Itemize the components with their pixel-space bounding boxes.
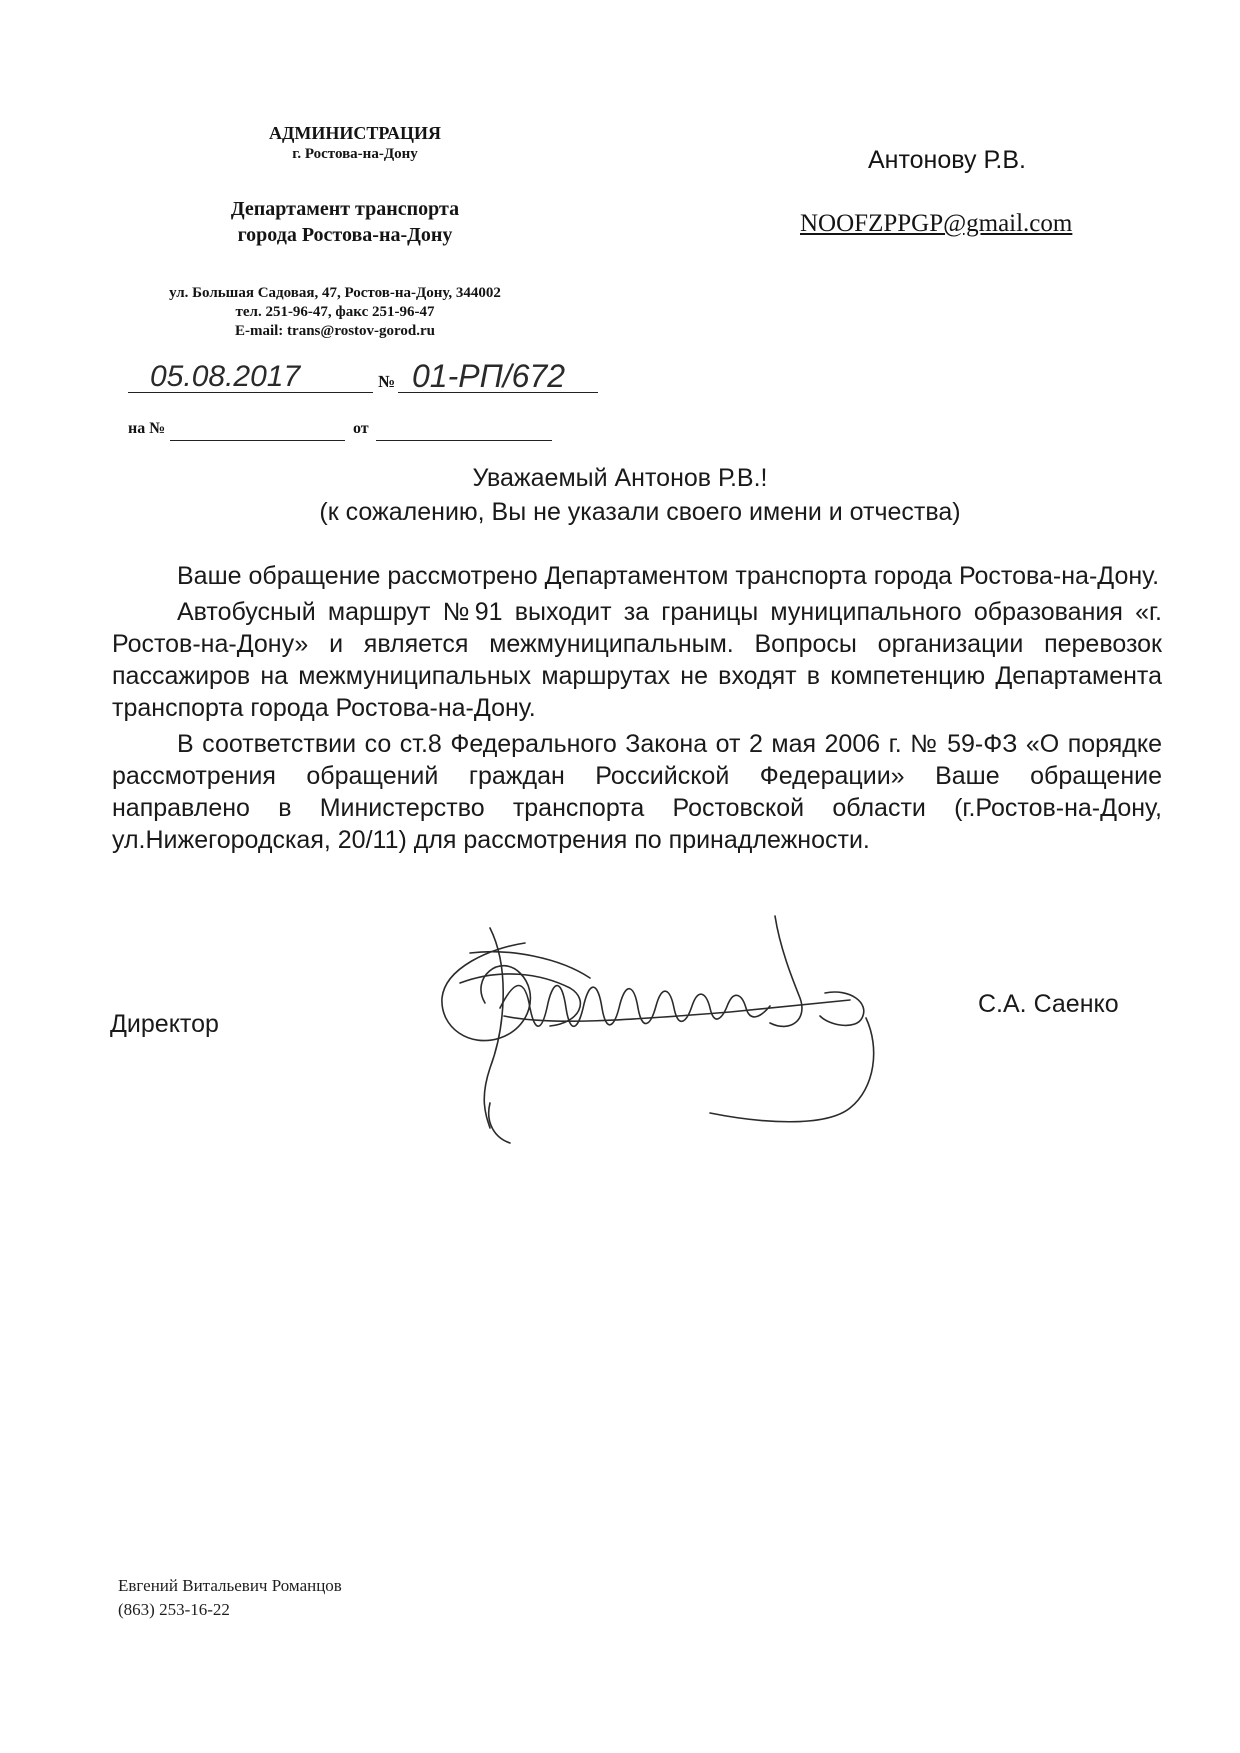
- body-paragraph: Ваше обращение рассмотрено Департаментом транспорта города Ростова-на-Дону.: [177, 562, 1160, 590]
- signatory-name: С.А. Саенко: [978, 990, 1119, 1018]
- signatory-title: Директор: [110, 1010, 219, 1038]
- greeting-note: (к сожалению, Вы не указали своего имени и отчества): [319, 498, 961, 526]
- dept-phones: тел. 251-96-47, факс 251-96-47: [235, 304, 435, 320]
- letter-body: [112, 560, 1162, 860]
- dept-line1: Департамент транспорта: [230, 198, 460, 220]
- dept-line2: города Ростова-на-Дону: [237, 224, 453, 246]
- org-city: г. Ростова-на-Дону: [292, 146, 418, 162]
- recipient-email: NOOFZPPGP@gmail.com: [800, 210, 1073, 237]
- department-contacts: [110, 284, 560, 341]
- recipient-name: Антонову Р.В.: [868, 146, 1026, 174]
- registration-number: 01-РП/672: [412, 358, 566, 394]
- registration-date: 05.08.2017: [150, 360, 301, 393]
- ref-underline: [170, 440, 345, 441]
- department-name: [150, 196, 540, 248]
- registration-line: [128, 358, 628, 396]
- executor-phone: (863) 253-16-22: [118, 1600, 230, 1619]
- body-paragraph: Автобусный маршрут №91 выходит за границы муниципального образования «г. Ростов-на-Дону» и является межмуниципальным. Вопросы организации перевозок пассажиров на межмуниципальных маршрутах не входят в компетенцию Департамента транспорта города Ростова-на-Дону.: [112, 598, 1162, 722]
- number-label: №: [378, 372, 396, 391]
- dept-address: ул. Большая Садовая, 47, Ростов-на-Дону, 344002: [169, 285, 501, 301]
- ref-label: на №: [128, 420, 166, 437]
- reference-line: [128, 418, 568, 446]
- greeting-line: Уважаемый Антонов Р.В.!: [472, 464, 768, 492]
- letterhead: [190, 122, 520, 164]
- from-underline: [376, 440, 552, 441]
- executor-name: Евгений Витальевич Романцов: [118, 1576, 342, 1595]
- handwritten-signature: [430, 908, 990, 1168]
- body-paragraph: В соответствии со ст.8 Федерального Закона от 2 мая 2006 г. № 59-ФЗ «О порядке рассмотрения обращений граждан Российской Федерации» Ваше обращение направлено в Министерство транспорта Ростовской области (г.Ростов-на-Дону, ул.Нижегородская, 20/11) для рассмотрения по принадлежности.: [112, 730, 1162, 854]
- dept-email: E-mail: trans@rostov-gorod.ru: [234, 323, 436, 339]
- from-label: от: [353, 420, 369, 437]
- executor-block: [118, 1574, 342, 1622]
- greeting: [200, 462, 1080, 528]
- org-title: АДМИНИСТРАЦИЯ: [268, 123, 442, 143]
